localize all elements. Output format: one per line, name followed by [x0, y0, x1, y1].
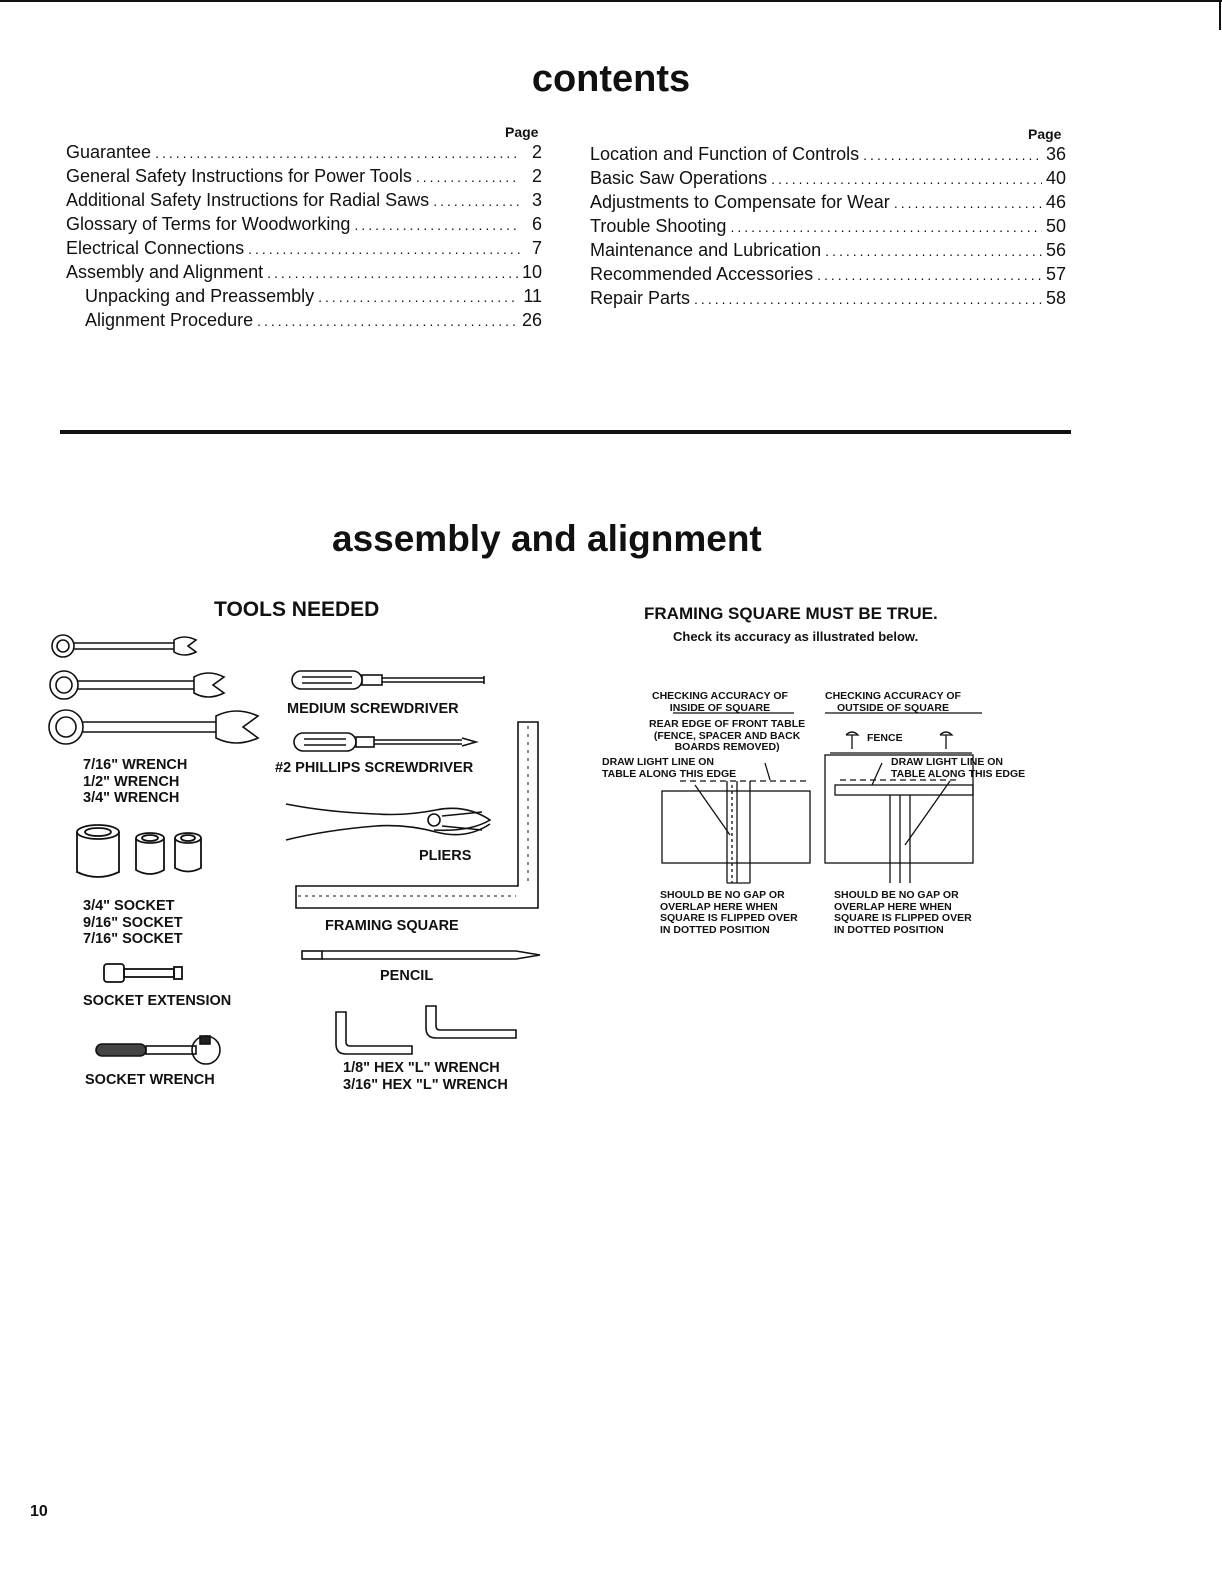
toc-entry	[590, 240, 1066, 264]
toc-entry-label: Repair Parts	[590, 288, 691, 308]
gap-note-left: SHOULD BE NO GAP OR OVERLAP HERE WHEN SQUARE IS FLIPPED OVER IN DOTTED POSITION	[660, 889, 798, 936]
tools-needed-title: TOOLS NEEDED	[214, 598, 380, 621]
toc-entry	[66, 190, 542, 214]
toc-entry-page: 56	[1045, 240, 1066, 260]
toc-leader-dots	[267, 265, 518, 281]
toc-entry-page: 6	[531, 214, 542, 234]
toc-entry-page: 36	[1045, 144, 1066, 164]
toc-entry-page: 7	[531, 238, 542, 258]
toc-leader-dots	[318, 289, 519, 305]
section-divider	[60, 430, 1071, 434]
framing-title: FRAMING SQUARE MUST BE TRUE.	[644, 604, 938, 623]
toc-entry	[66, 166, 542, 190]
wrenches-illustration	[44, 628, 274, 758]
pencil-label: PENCIL	[380, 968, 434, 984]
pencil-illustration	[300, 946, 544, 964]
framing-square-label: FRAMING SQUARE	[325, 918, 459, 934]
toc-leader-dots	[416, 169, 520, 185]
toc-entry-page: 11	[523, 286, 542, 306]
framing-check-diagram	[600, 705, 980, 890]
toc-entry-page: 2	[531, 142, 542, 162]
toc-leader-dots	[817, 267, 1042, 283]
rear-edge-note: REAR EDGE OF FRONT TABLE (FENCE, SPACER AND BACK BOARDS REMOVED)	[649, 718, 806, 753]
toc-leader-dots	[257, 313, 518, 329]
toc-entry	[590, 192, 1066, 216]
toc-entry-label: Adjustments to Compensate for Wear	[590, 192, 890, 212]
toc-entry	[590, 144, 1066, 168]
toc-leader-dots	[433, 193, 520, 209]
toc-entry-label: Guarantee	[66, 142, 152, 162]
page-number: 10	[30, 1503, 48, 1520]
outside-caption: CHECKING ACCURACY OF OUTSIDE OF SQUARE	[825, 690, 961, 714]
right-border	[1219, 0, 1221, 30]
wrenches-label: 7/16" WRENCH 1/2" WRENCH 3/4" WRENCH	[83, 757, 188, 806]
framing-square-illustration	[294, 720, 540, 910]
toc-entry	[66, 286, 542, 310]
toc-entry	[66, 238, 542, 262]
toc-leader-dots	[730, 219, 1042, 235]
toc-leader-dots	[155, 145, 520, 161]
socket-extension-label: SOCKET EXTENSION	[83, 993, 232, 1009]
hex-wrenches-illustration	[330, 1004, 524, 1056]
toc-leader-dots	[863, 147, 1042, 163]
toc-entry-page: 46	[1045, 192, 1066, 212]
left-page-header: Page	[505, 124, 539, 140]
toc-entry-label: Maintenance and Lubrication	[590, 240, 822, 260]
toc-entry-page: 50	[1045, 216, 1066, 236]
toc-entry	[66, 214, 542, 238]
toc-entry-page: 2	[531, 166, 542, 186]
toc-left-column	[66, 142, 542, 334]
toc-entry-label: Recommended Accessories	[590, 264, 814, 284]
toc-leader-dots	[894, 195, 1042, 211]
toc-entry-page: 57	[1045, 264, 1066, 284]
phillips-screwdriver-label: #2 PHILLIPS SCREWDRIVER	[275, 760, 474, 776]
toc-entry-label: Alignment Procedure	[85, 310, 254, 330]
toc-entry	[590, 264, 1066, 288]
toc-entry-page: 3	[531, 190, 542, 210]
toc-leader-dots	[354, 217, 520, 233]
toc-entry-label: Glossary of Terms for Woodworking	[66, 214, 351, 234]
fence-label: FENCE	[867, 732, 903, 744]
top-border	[0, 0, 1222, 2]
toc-right-column	[590, 144, 1066, 312]
toc-entry-label: Basic Saw Operations	[590, 168, 768, 188]
socket-wrench-label: SOCKET WRENCH	[85, 1072, 215, 1088]
toc-entry	[590, 216, 1066, 240]
toc-entry-label: Additional Safety Instructions for Radial Saws	[66, 190, 430, 210]
toc-entry-label: Electrical Connections	[66, 238, 245, 258]
toc-entry-page: 10	[521, 262, 542, 282]
toc-entry-label: General Safety Instructions for Power Tools	[66, 166, 412, 186]
socket-extension-illustration	[102, 962, 186, 984]
draw-line-left-note: DRAW LIGHT LINE ON TABLE ALONG THIS EDGE	[602, 756, 737, 780]
toc-entry-label: Unpacking and Preassembly	[85, 286, 315, 306]
toc-entry	[66, 310, 542, 334]
sockets-label: 3/4" SOCKET 9/16" SOCKET 7/16" SOCKET	[83, 898, 183, 947]
sockets-illustration	[74, 824, 214, 882]
socket-wrench-illustration	[94, 1030, 226, 1070]
toc-entry	[66, 142, 542, 166]
toc-entry	[590, 288, 1066, 312]
toc-entry-label: Location and Function of Controls	[590, 144, 860, 164]
toc-leader-dots	[825, 243, 1042, 259]
toc-leader-dots	[694, 291, 1042, 307]
framing-subtitle: Check its accuracy as illustrated below.	[673, 629, 919, 644]
toc-entry-label: Trouble Shooting	[590, 216, 727, 236]
assembly-title: assembly and alignment	[332, 518, 762, 559]
toc-entry-label: Assembly and Alignment	[66, 262, 264, 282]
gap-note-right: SHOULD BE NO GAP OR OVERLAP HERE WHEN SQUARE IS FLIPPED OVER IN DOTTED POSITION	[834, 889, 972, 936]
medium-screwdriver-illustration	[290, 668, 496, 692]
contents-title: contents	[531, 58, 691, 100]
hex-wrenches-label: 1/8" HEX "L" WRENCH 3/16" HEX "L" WRENCH	[343, 1060, 508, 1093]
toc-leader-dots	[771, 171, 1042, 187]
toc-leader-dots	[248, 241, 520, 257]
toc-entry	[66, 262, 542, 286]
medium-screwdriver-label: MEDIUM SCREWDRIVER	[287, 701, 459, 717]
toc-entry	[590, 168, 1066, 192]
inside-caption: CHECKING ACCURACY OF INSIDE OF SQUARE	[652, 690, 788, 714]
draw-line-right-note: DRAW LIGHT LINE ON TABLE ALONG THIS EDGE	[891, 756, 1026, 780]
toc-entry-page: 26	[521, 310, 542, 330]
toc-entry-page: 40	[1045, 168, 1066, 188]
right-page-header: Page	[1028, 126, 1062, 142]
toc-entry-page: 58	[1045, 288, 1066, 308]
pliers-label: PLIERS	[419, 848, 472, 864]
